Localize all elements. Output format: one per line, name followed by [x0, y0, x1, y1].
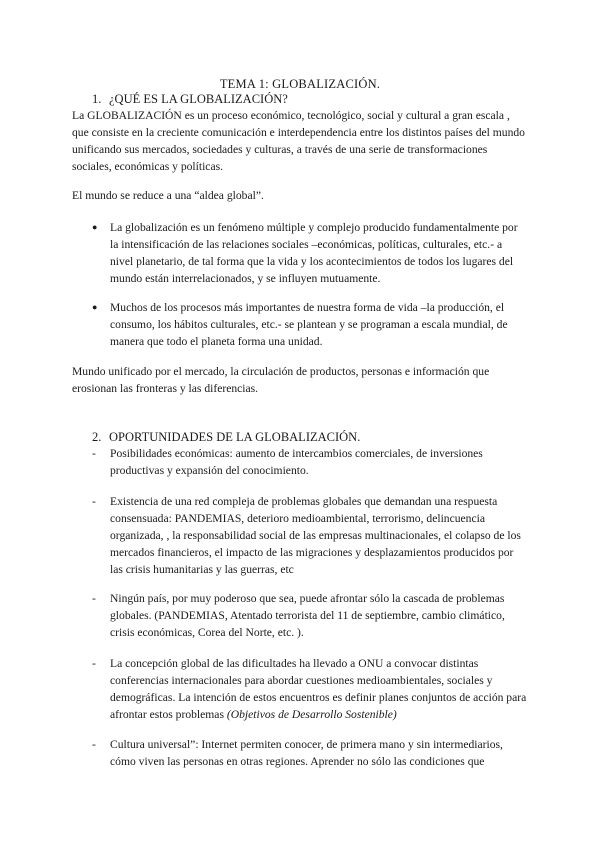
dash-text: Cultura universal”: Internet permiten conocer, de primera mano y sin intermediarios, cómo viven las personas en otras regiones. Aprender no sólo las condiciones que	[110, 738, 503, 768]
dash-marker: -	[92, 447, 96, 460]
document-title: TEMA 1: GLOBALIZACIÓN.	[219, 77, 381, 91]
section-1-number: 1.	[92, 92, 102, 106]
dash-marker: -	[92, 738, 96, 751]
dash-text: Posibilidades económicas: aumento de intercambios comerciales, de inversiones productivas y expansión del conocimiento.	[110, 447, 483, 477]
aldea-global-sentence: El mundo se reduce a una “aldea global”.	[72, 189, 264, 202]
dash-marker: -	[92, 592, 96, 605]
section-2-number: 2.	[92, 430, 102, 444]
section-2-heading-text: OPORTUNIDADES DE LA GLOBALIZACIÓN.	[109, 430, 361, 444]
dash-text-main: La concepción global de las dificultades ha llevado a ONU a convocar distintas conferencias internacionales para abordar cuestiones medioambientales, sociales y demográficas. La intención de estos encuentros es definir planes conjuntos de acción para afrontar estos problemas	[110, 657, 527, 721]
dash-text: Existencia de una red compleja de problemas globales que demandan una respuesta consensuada: PANDEMIAS, deterioro medioambiental, terrorismo, delincuencia organizada, , la responsabilidad social de las empresas multinacionales, el colapso de los mercados financieros, el impacto de las migraciones y desplazamientos producidos por las crisis humanitarias y las guerras, etc	[110, 495, 521, 576]
dash-text	[110, 655, 528, 723]
section-1-closing: Mundo unificado por el mercado, la circulación de productos, personas e información que erosionan las fronteras y las diferencias.	[72, 365, 490, 395]
bullet-text: Muchos de los procesos más importantes de nuestra forma de vida –la producción, el consumo, los hábitos culturales, etc.- se plantean y se programan a escala mundial, de manera que todo el planeta forma una unidad.	[110, 301, 508, 348]
section-1-heading-text: ¿QUÉ ES LA GLOBALIZACIÓN?	[109, 92, 288, 106]
bullet-marker: ●	[92, 222, 98, 232]
sdg-reference: (Objetivos de Desarrollo Sostenible)	[226, 708, 397, 721]
dash-marker: -	[92, 495, 96, 508]
bullet-text: La globalización es un fenómeno múltiple y complejo producido fundamentalmente por la intensificación de las relaciones sociales –económicas, políticas, culturales, etc.- a nivel planetario, de tal forma que la vida y los acontecimientos de todos los lugares del mundo están interrelacionados, y se influyen mutuamente.	[110, 221, 518, 285]
dash-text: Ningún país, por muy poderoso que sea, puede afrontar sólo la cascada de problemas globales. (PANDEMIAS, Atentado terrorista del 11 de septiembre, cambio climático, crisis económicas, Corea del Norte, etc. ).	[110, 592, 505, 639]
bullet-marker: ●	[92, 302, 98, 312]
dash-marker: -	[92, 657, 96, 670]
section-1-heading	[92, 91, 288, 108]
section-2-heading	[92, 429, 360, 446]
section-1-intro: La GLOBALIZACIÓN es un proceso económico, tecnológico, social y cultural a gran escala , que consiste en la creciente comunicación e interdependencia entre los distintos países del mundo unificando sus mercados, sociedades y culturas, a través de una serie de transformaciones sociales, económicas y políticas.	[72, 109, 525, 173]
